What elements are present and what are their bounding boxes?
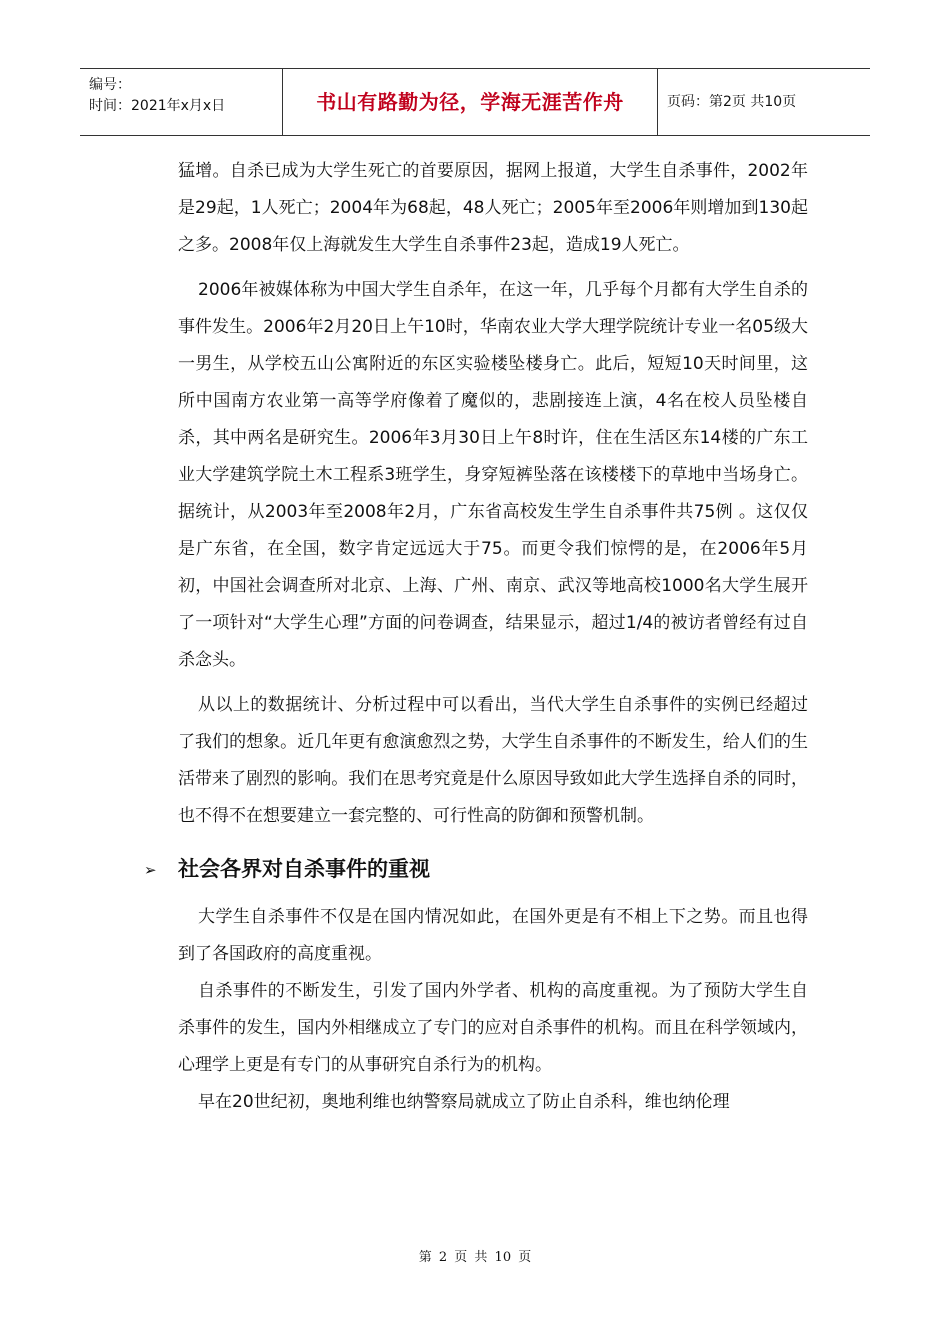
document-number-label: 编号： bbox=[89, 77, 131, 93]
body-paragraph-6: 早在20世纪初，奥地利维也纳警察局就成立了防止自杀科，维也纳伦理 bbox=[198, 1092, 730, 1112]
header-meta-cell bbox=[80, 69, 283, 135]
body-paragraph-1: 猛增。自杀已成为大学生死亡的首要原因，据网上报道，大学生自杀事件，2002年是29起，1人死亡；2004年为68起，48人死亡；2005年至2006年则增加到130起之多。2008年仅上海就发生大学生自杀事件23起，造成19人死亡。 bbox=[178, 161, 808, 255]
header-motto: 书山有路勤为径，学海无涯苦作舟 bbox=[283, 69, 658, 135]
body-paragraph-5: 自杀事件的不断发生，引发了国内外学者、机构的高度重视。为了预防大学生自杀事件的发生，国内外相继成立了专门的应对自杀事件的机构。而且在科学领域内，心理学上更是有专门的从事研究自杀行为的机构。 bbox=[178, 981, 808, 1075]
document-body bbox=[144, 153, 808, 1121]
section-heading-text: 社会各界对自杀事件的重视 bbox=[178, 857, 430, 881]
document-date-label: 时间：2021年x月x日 bbox=[89, 98, 226, 114]
body-paragraph-3: 从以上的数据统计、分析过程中可以看出，当代大学生自杀事件的实例已经超过了我们的想象。近几年更有愈演愈烈之势，大学生自杀事件的不断发生，给人们的生活带来了剧烈的影响。我们在思考究竟是什么原因导致如此大学生选择自杀的同时，也不得不在想要建立一套完整的、可行性高的防御和预警机制。 bbox=[178, 695, 808, 826]
page-footer: 第 2 页 共 10 页 bbox=[418, 1250, 532, 1265]
body-paragraph-4: 大学生自杀事件不仅是在国内情况如此，在国外更是有不相上下之势。而且也得到了各国政府的高度重视。 bbox=[178, 907, 808, 964]
header-page-number: 页码：第2页 共10页 bbox=[667, 94, 797, 110]
body-paragraph-2: 2006年被媒体称为中国大学生自杀年，在这一年，几乎每个月都有大学生自杀的事件发生。2006年2月20日上午10时，华南农业大学大理学院统计专业一名05级大一男生，从学校五山公寓附近的东区实验楼坠楼身亡。此后，短短10天时间里，这所中国南方农业第一高等学府像着了魔似的，悲剧接连上演，4名在校人员坠楼自杀，其中两名是研究生。2006年3月30日上午8时许，住在生活区东14楼的广东工业大学建筑学院土木工程系3班学生，身穿短裤坠落在该楼楼下的草地中当场身亡。据统计，从2003年至2008年2月，广东省高校发生学生自杀事件共75例 。这仅仅是广东省，在全国，数字肯定远远大于75。而更令我们惊愕的是，在2006年5月初，中国社会调查所对北京、上海、广州、南京、武汉等地高校1000名大学生展开了一项针对“大学生心理”方面的问卷调查，结果显示，超过1/4的被访者曾经有过自杀念头。 bbox=[178, 280, 808, 670]
page-header bbox=[80, 68, 870, 136]
section-heading bbox=[144, 849, 808, 889]
arrow-bullet-icon: ➢ bbox=[144, 861, 157, 879]
